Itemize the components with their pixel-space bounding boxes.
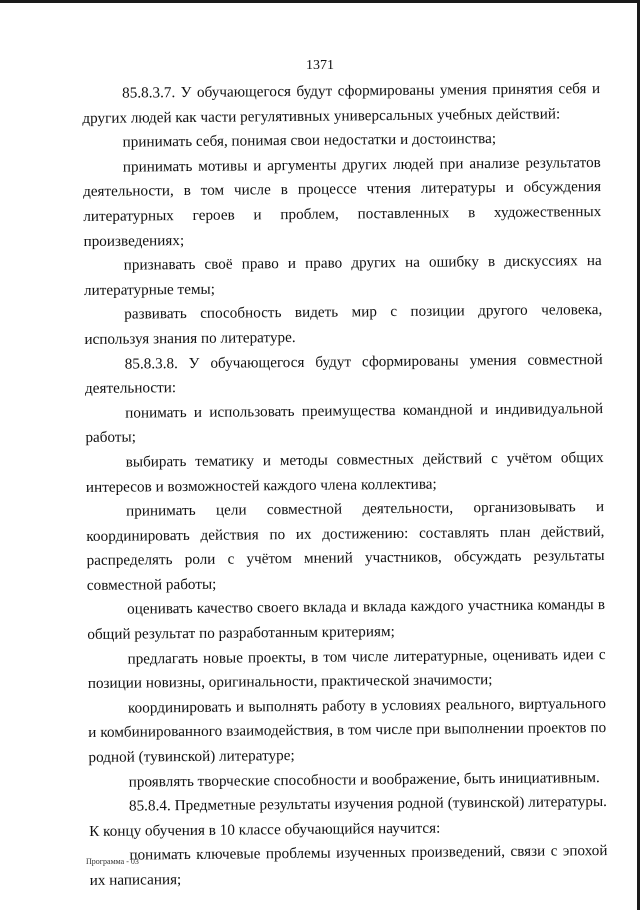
list-item: координировать и выполнять работу в условиях реального, виртуального и комбинированного взаимодействия, в том числе при выполнении проектов по родной (тувинской) литературе; [88, 694, 607, 766]
page-footer: Программа - 03 [86, 857, 139, 866]
list-item: выбирать тематику и методы совместных действий с учётом общих интересов и возможностей каждого члена коллектива; [85, 448, 604, 496]
list-item: проявлять творческие способности и воображение, быть инициативным. [128, 768, 600, 791]
list-item: понимать и использовать преимущества командной и индивидуальной работы; [85, 399, 604, 447]
list-item: признавать своё право и право других на ошибку в дискуссиях на литературные темы; [83, 252, 602, 299]
list-item: предлагать новые проекты, в том числе литературные, оценивать идеи с позиции новизны, оригинальности, практической значимости; [87, 645, 606, 693]
list-item: развивать способность видеть мир с позиции другого человека, используя знания по литературе. [84, 301, 603, 348]
paragraph-85-8-4: 85.8.4. Предметные результаты изучения родной (тувинской) литературы. К концу обучения в 10 классе обучающийся научится: [89, 793, 608, 840]
scan-border-top [0, 0, 640, 3]
document-body [82, 77, 608, 894]
list-item: принимать себя, понимая свои недостатки и достоинства; [122, 130, 497, 151]
list-item: принимать цели совместной деятельности, организовывать и координировать действия по их достижению: составлять план действий, распределять роли с учётом мнений участников, обсуждать результаты совместной работы; [86, 498, 605, 594]
list-item: принимать мотивы и аргументы других людей при анализе результатов деятельности, в том числе в процессе чтения литературы и обсуждения литературных героев и проблем, поставленных в художественных произведениях; [82, 153, 602, 250]
list-item: понимать ключевые проблемы изученных произведений, связи с эпохой их написания; [89, 842, 608, 889]
list-item: оценивать качество своего вклада и вклада каждого участника команды в общий результат по разработанным критериям; [87, 596, 606, 644]
paragraph-85-8-3-8: 85.8.3.8. У обучающегося будут сформированы умения совместной деятельности: [84, 350, 603, 398]
page-number: 1371 [306, 58, 334, 73]
paragraph-85-8-3-7: 85.8.3.7. У обучающегося будут сформированы умения принятия себя и других людей как части регулятивных универсальных учебных действий: [82, 80, 601, 127]
